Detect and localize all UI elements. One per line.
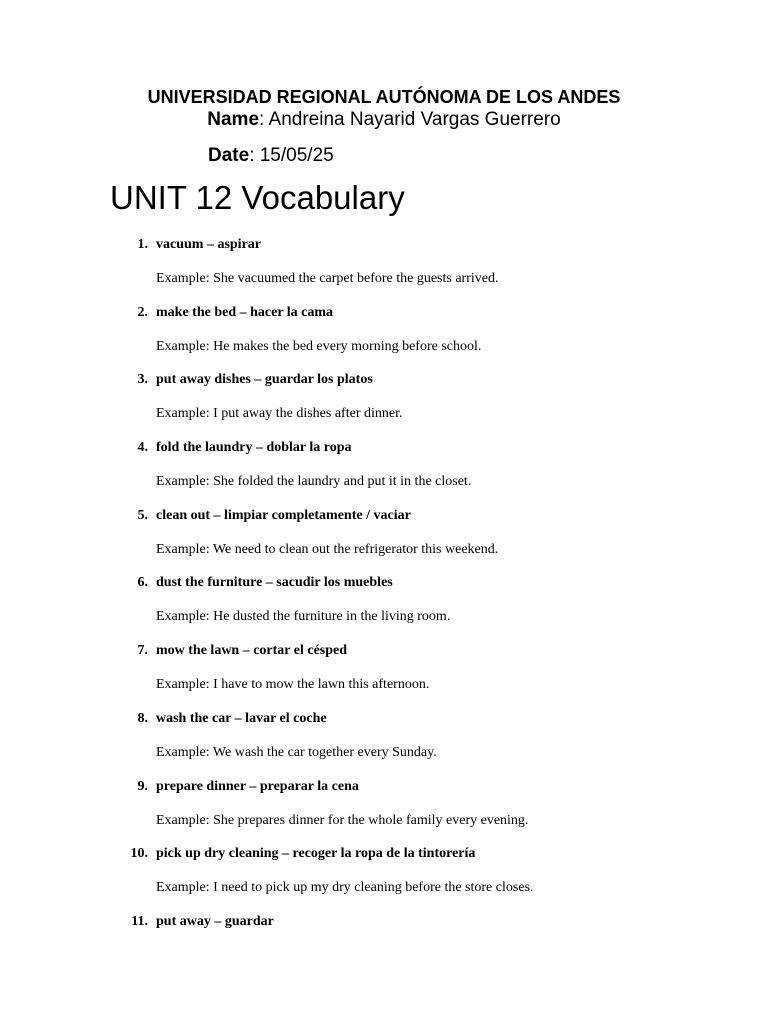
vocab-term: mow the lawn – cortar el césped — [156, 643, 348, 659]
item-number: 11. — [131, 913, 148, 929]
list-item — [0, 913, 768, 981]
date-label: Date — [208, 145, 250, 166]
date-value: : 15/05/25 — [249, 145, 334, 166]
list-item — [0, 371, 768, 439]
vocab-term: put away – guardar — [156, 913, 274, 929]
vocab-example: Example: We wash the car together every Sunday. — [156, 744, 437, 760]
vocab-term: wash the car – lavar el coche — [156, 710, 327, 726]
item-number: 6. — [137, 575, 148, 591]
vocab-example: Example: I have to mow the lawn this afternoon. — [156, 677, 430, 693]
vocab-example: Example: We need to clean out the refrigerator this weekend. — [156, 541, 499, 557]
vocab-example: Example: She vacuumed the carpet before the guests arrived. — [156, 271, 499, 286]
vocab-example: Example: I put away the dishes after dinner. — [156, 406, 403, 422]
name-label: Name — [207, 109, 260, 130]
vocab-term: make the bed – hacer la cama — [156, 304, 334, 320]
item-number: 9. — [137, 778, 148, 794]
list-item — [0, 236, 768, 304]
item-number: 2. — [137, 304, 148, 320]
vocab-example: Example: She prepares dinner for the whole family every evening. — [156, 812, 529, 828]
vocab-example: Example: She folded the laundry and put it in the closet. — [156, 474, 472, 490]
vocab-term: prepare dinner – preparar la cena — [156, 778, 359, 794]
vocab-example: Example: He makes the bed every morning before school. — [156, 338, 482, 354]
list-item — [0, 574, 768, 642]
item-number: 8. — [137, 710, 148, 726]
vocab-example: Example: I need to pick up my dry cleaning before the store closes. — [156, 880, 534, 896]
vocab-term: put away dishes – guardar los platos — [156, 372, 373, 388]
vocab-term: pick up dry cleaning – recoger la ropa de la tintorería — [156, 846, 476, 862]
name-value: : Andreina Nayarid Vargas Guerrero — [259, 109, 561, 130]
list-item — [0, 710, 768, 778]
student-name-line — [0, 109, 768, 131]
list-item — [0, 642, 768, 710]
item-number: 3. — [137, 372, 148, 388]
item-number: 7. — [137, 643, 148, 659]
item-number: 1. — [137, 237, 148, 252]
vocab-term: vacuum – aspirar — [156, 237, 261, 252]
vocab-term: dust the furniture – sacudir los muebles — [156, 575, 393, 591]
unit-title: UNIT 12 Vocabulary — [110, 179, 405, 216]
item-number: 5. — [137, 507, 148, 523]
list-item — [0, 778, 768, 846]
vocab-term: fold the laundry – doblar la ropa — [156, 440, 352, 456]
list-item — [0, 304, 768, 372]
item-number: 10. — [130, 846, 148, 862]
vocab-example: Example: He dusted the furniture in the living room. — [156, 609, 451, 625]
list-item — [0, 439, 768, 507]
list-item — [0, 507, 768, 575]
vocab-term: clean out – limpiar completamente / vaciar — [156, 507, 411, 523]
list-item — [0, 845, 768, 913]
vocabulary-list — [0, 236, 768, 981]
item-number: 4. — [137, 440, 148, 456]
university-heading: UNIVERSIDAD REGIONAL AUTÓNOMA DE LOS ANDES — [147, 87, 621, 107]
date-line — [208, 145, 334, 167]
